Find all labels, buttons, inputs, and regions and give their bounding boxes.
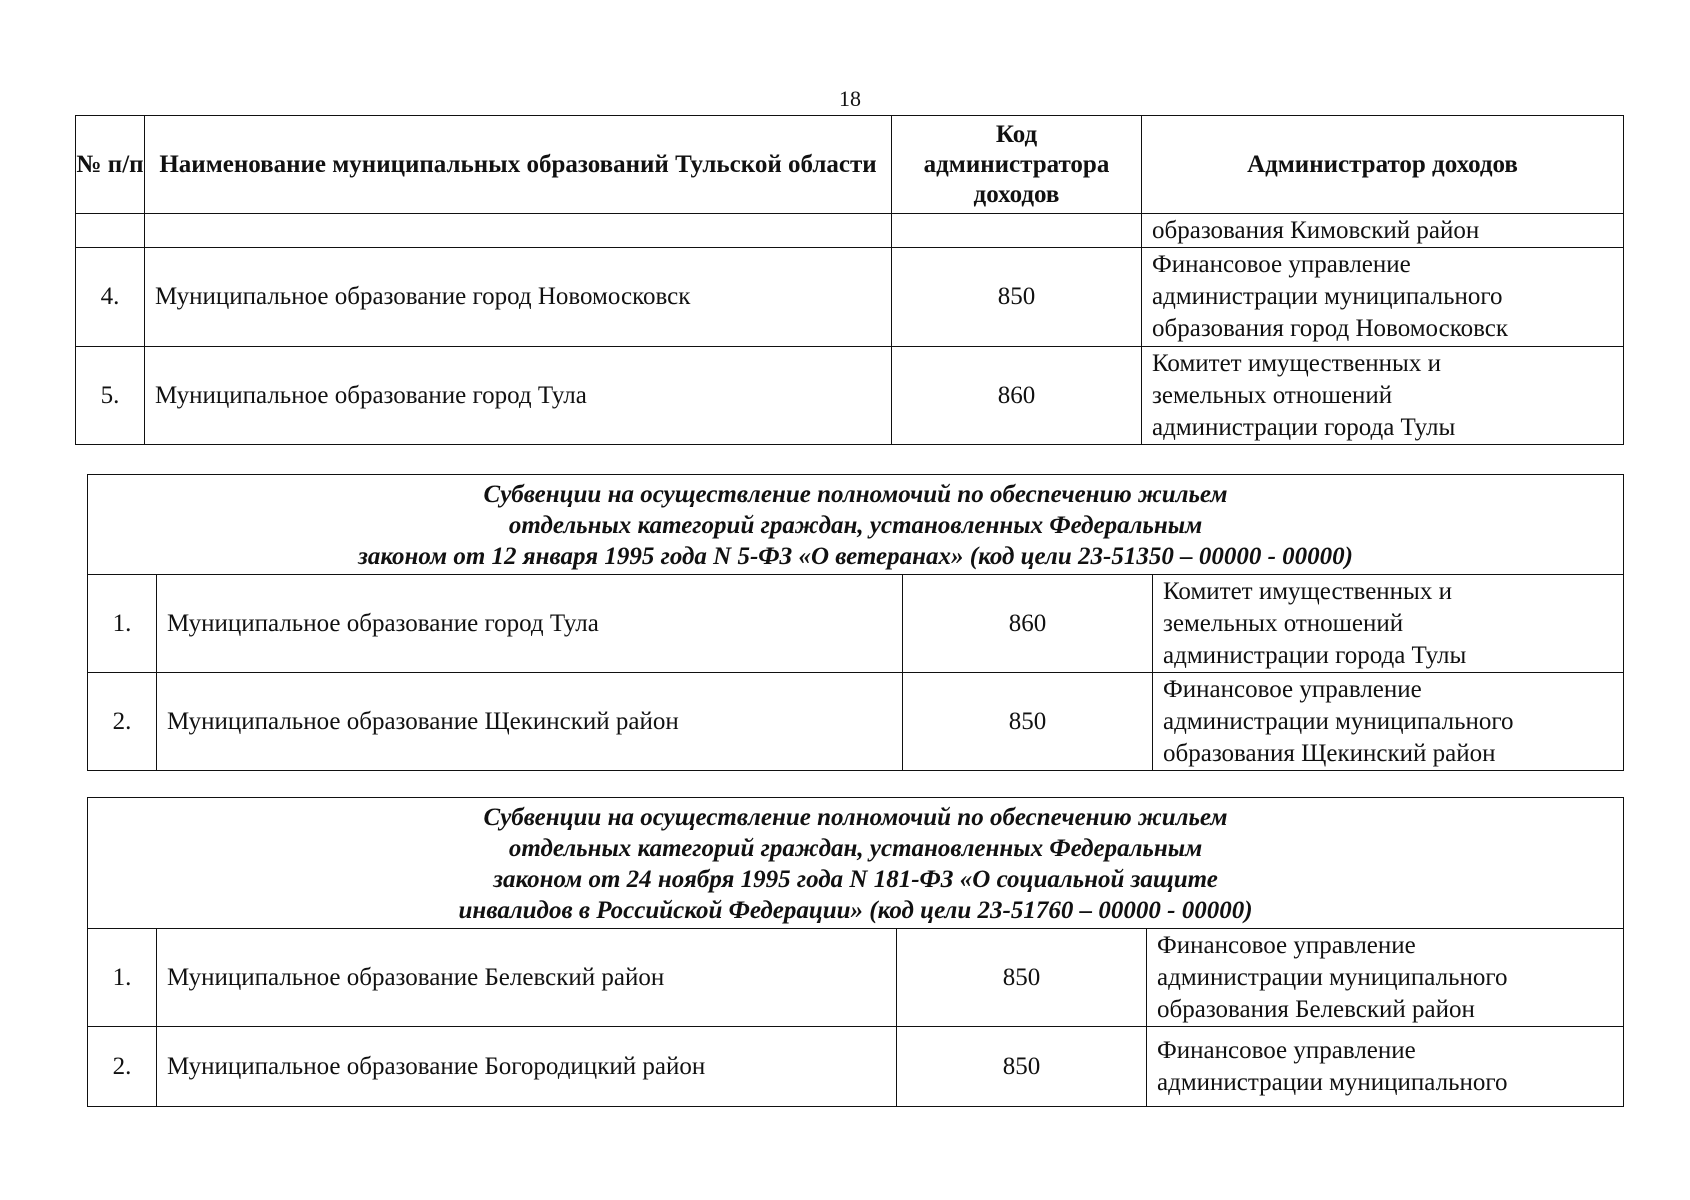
- admin-cell: Финансовое управление администрации муниципального образования город Новомосковск: [1142, 248, 1624, 347]
- row-code: 850: [892, 248, 1142, 347]
- header-code: Код администратора доходов: [892, 116, 1142, 214]
- table-header-row: [76, 116, 1624, 214]
- row-num: 4.: [76, 248, 145, 347]
- table-row: [76, 347, 1624, 445]
- table-1: [75, 115, 1624, 445]
- table-3: [87, 797, 1624, 1107]
- table-row: [76, 248, 1624, 347]
- admin-cell: Финансовое управление администрации муниципального образования Щекинский район: [1153, 673, 1624, 771]
- row-num: 2.: [88, 673, 157, 771]
- table-row: [88, 673, 1624, 771]
- page-number: 18: [839, 86, 861, 111]
- row-name: Муниципальное образование Богородицкий район: [157, 1027, 897, 1107]
- section-title: Субвенции на осуществление полномочий по обеспечению жильем отдельных категорий граждан, установленных Федеральным законом от 12 января 1995 года N 5-ФЗ «О ветеранах» (код цели 23-51350 – 00000 - 00000): [88, 475, 1624, 575]
- row-num: 1.: [88, 575, 157, 673]
- row-name: Муниципальное образование Щекинский район: [157, 673, 903, 771]
- row-name: Муниципальное образование город Тула: [157, 575, 903, 673]
- row-name: Муниципальное образование город Новомосковск: [145, 248, 892, 347]
- header-name: Наименование муниципальных образований Тульской области: [145, 116, 892, 214]
- admin-cell: Финансовое управление администрации муниципального образования Белевский район: [1147, 929, 1624, 1027]
- section-title-row: [88, 475, 1624, 575]
- admin-cell: Финансовое управление администрации муниципального: [1147, 1027, 1624, 1107]
- admin-cell: Комитет имущественных и земельных отношений администрации города Тулы: [1153, 575, 1624, 673]
- row-code: 860: [892, 347, 1142, 445]
- row-num: 2.: [88, 1027, 157, 1107]
- admin-cell: образования Кимовский район: [1142, 214, 1624, 248]
- row-name: Муниципальное образование город Тула: [145, 347, 892, 445]
- table-2: [87, 474, 1624, 771]
- row-code: 850: [897, 929, 1147, 1027]
- table-row: [88, 1027, 1624, 1107]
- admin-cell: Комитет имущественных и земельных отношений администрации города Тулы: [1142, 347, 1624, 445]
- header-num: № п/п: [76, 116, 145, 214]
- section-title-row: [88, 798, 1624, 929]
- row-num: 5.: [76, 347, 145, 445]
- table-row: [88, 929, 1624, 1027]
- row-code: 850: [903, 673, 1153, 771]
- row-code: 860: [903, 575, 1153, 673]
- table-row: [88, 575, 1624, 673]
- header-admin: Администратор доходов: [1142, 116, 1624, 214]
- row-num: 1.: [88, 929, 157, 1027]
- row-code: 850: [897, 1027, 1147, 1107]
- table-row-continuation: [76, 214, 1624, 248]
- section-title: Субвенции на осуществление полномочий по обеспечению жильем отдельных категорий граждан, установленных Федеральным законом от 24 ноября 1995 года N 181-ФЗ «О социальной защите инвалидов в Российской Федерации» (код цели 23-51760 – 00000 - 00000): [88, 798, 1624, 929]
- row-name: Муниципальное образование Белевский район: [157, 929, 897, 1027]
